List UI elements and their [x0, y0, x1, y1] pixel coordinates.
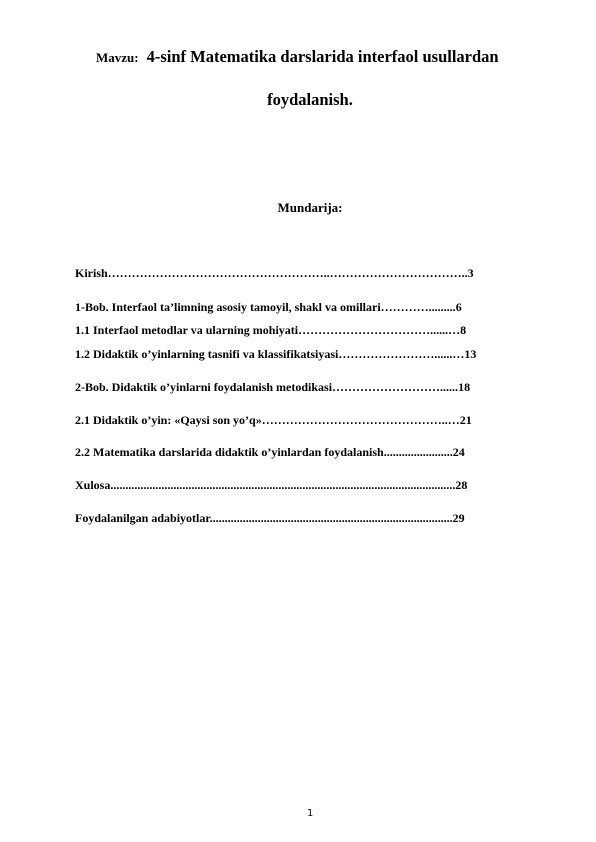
- toc-entry-text: 1-Bob. Interfaol ta’limning asosiy tamoyil, shakl va omillari………….........: [75, 300, 456, 314]
- title-line-2: foydalanish.: [267, 90, 353, 109]
- page-number: 1: [306, 808, 314, 819]
- toc-entry-page: 21: [459, 413, 472, 427]
- subject-label: Mavzu:: [96, 50, 139, 65]
- title-line-1: [96, 47, 499, 67]
- toc-entry-text: 2.2 Matematika darslarida didaktik o’yinlardan foydalanish.......................: [75, 445, 453, 459]
- toc-entry-section-1-2: [75, 347, 531, 361]
- toc-entry-section-2-1: [75, 413, 531, 427]
- toc-entry-page: 28: [455, 478, 468, 492]
- toc-entry-page: 8: [460, 323, 467, 337]
- toc-entry-page: 3: [467, 266, 474, 280]
- toc-entry-text: 1.1 Interfaol metodlar va ularning mohiyati……………………………......…: [75, 323, 461, 337]
- toc-entry-text: 1.2 Didaktik o’yinlarning tasnifi va klassifikatsiyasi……………………......…: [75, 347, 465, 361]
- title-text-1: 4-sinf Matematika darslarida interfaol usullardan: [146, 47, 499, 66]
- toc-entry-chapter-2: [75, 380, 531, 394]
- toc-entry-chapter-1: [75, 300, 531, 314]
- toc-entry-page: 13: [464, 347, 477, 361]
- toc-entry-page: 6: [455, 300, 462, 314]
- toc-heading: Mundarija:: [277, 200, 343, 215]
- toc-entry-conclusion: [75, 478, 531, 492]
- toc-entry-text: 2-Bob. Didaktik o’yinlarni foydalanish metodikasi………………………......: [75, 380, 459, 394]
- toc-entry-text: Foydalanilgan adabiyotlar.................................................................................: [75, 511, 453, 525]
- toc-entry-text: 2.1 Didaktik o’yin: «Qaysi son yo’q»………………………………………..…: [75, 413, 460, 427]
- toc-entry-text: Xulosa...................................................................................................................: [75, 478, 456, 492]
- toc-entry-section-2-2: [75, 445, 531, 459]
- toc-entry-intro: [75, 266, 531, 280]
- toc-entry-references: [75, 511, 531, 525]
- toc-entry-page: 24: [452, 445, 465, 459]
- toc-entry-text: Kirish………………………………………………..……………………………..: [75, 266, 468, 280]
- toc-entry-page: 18: [458, 380, 471, 394]
- toc-entry-section-1-1: [75, 323, 531, 337]
- toc-entry-page: 29: [452, 511, 465, 525]
